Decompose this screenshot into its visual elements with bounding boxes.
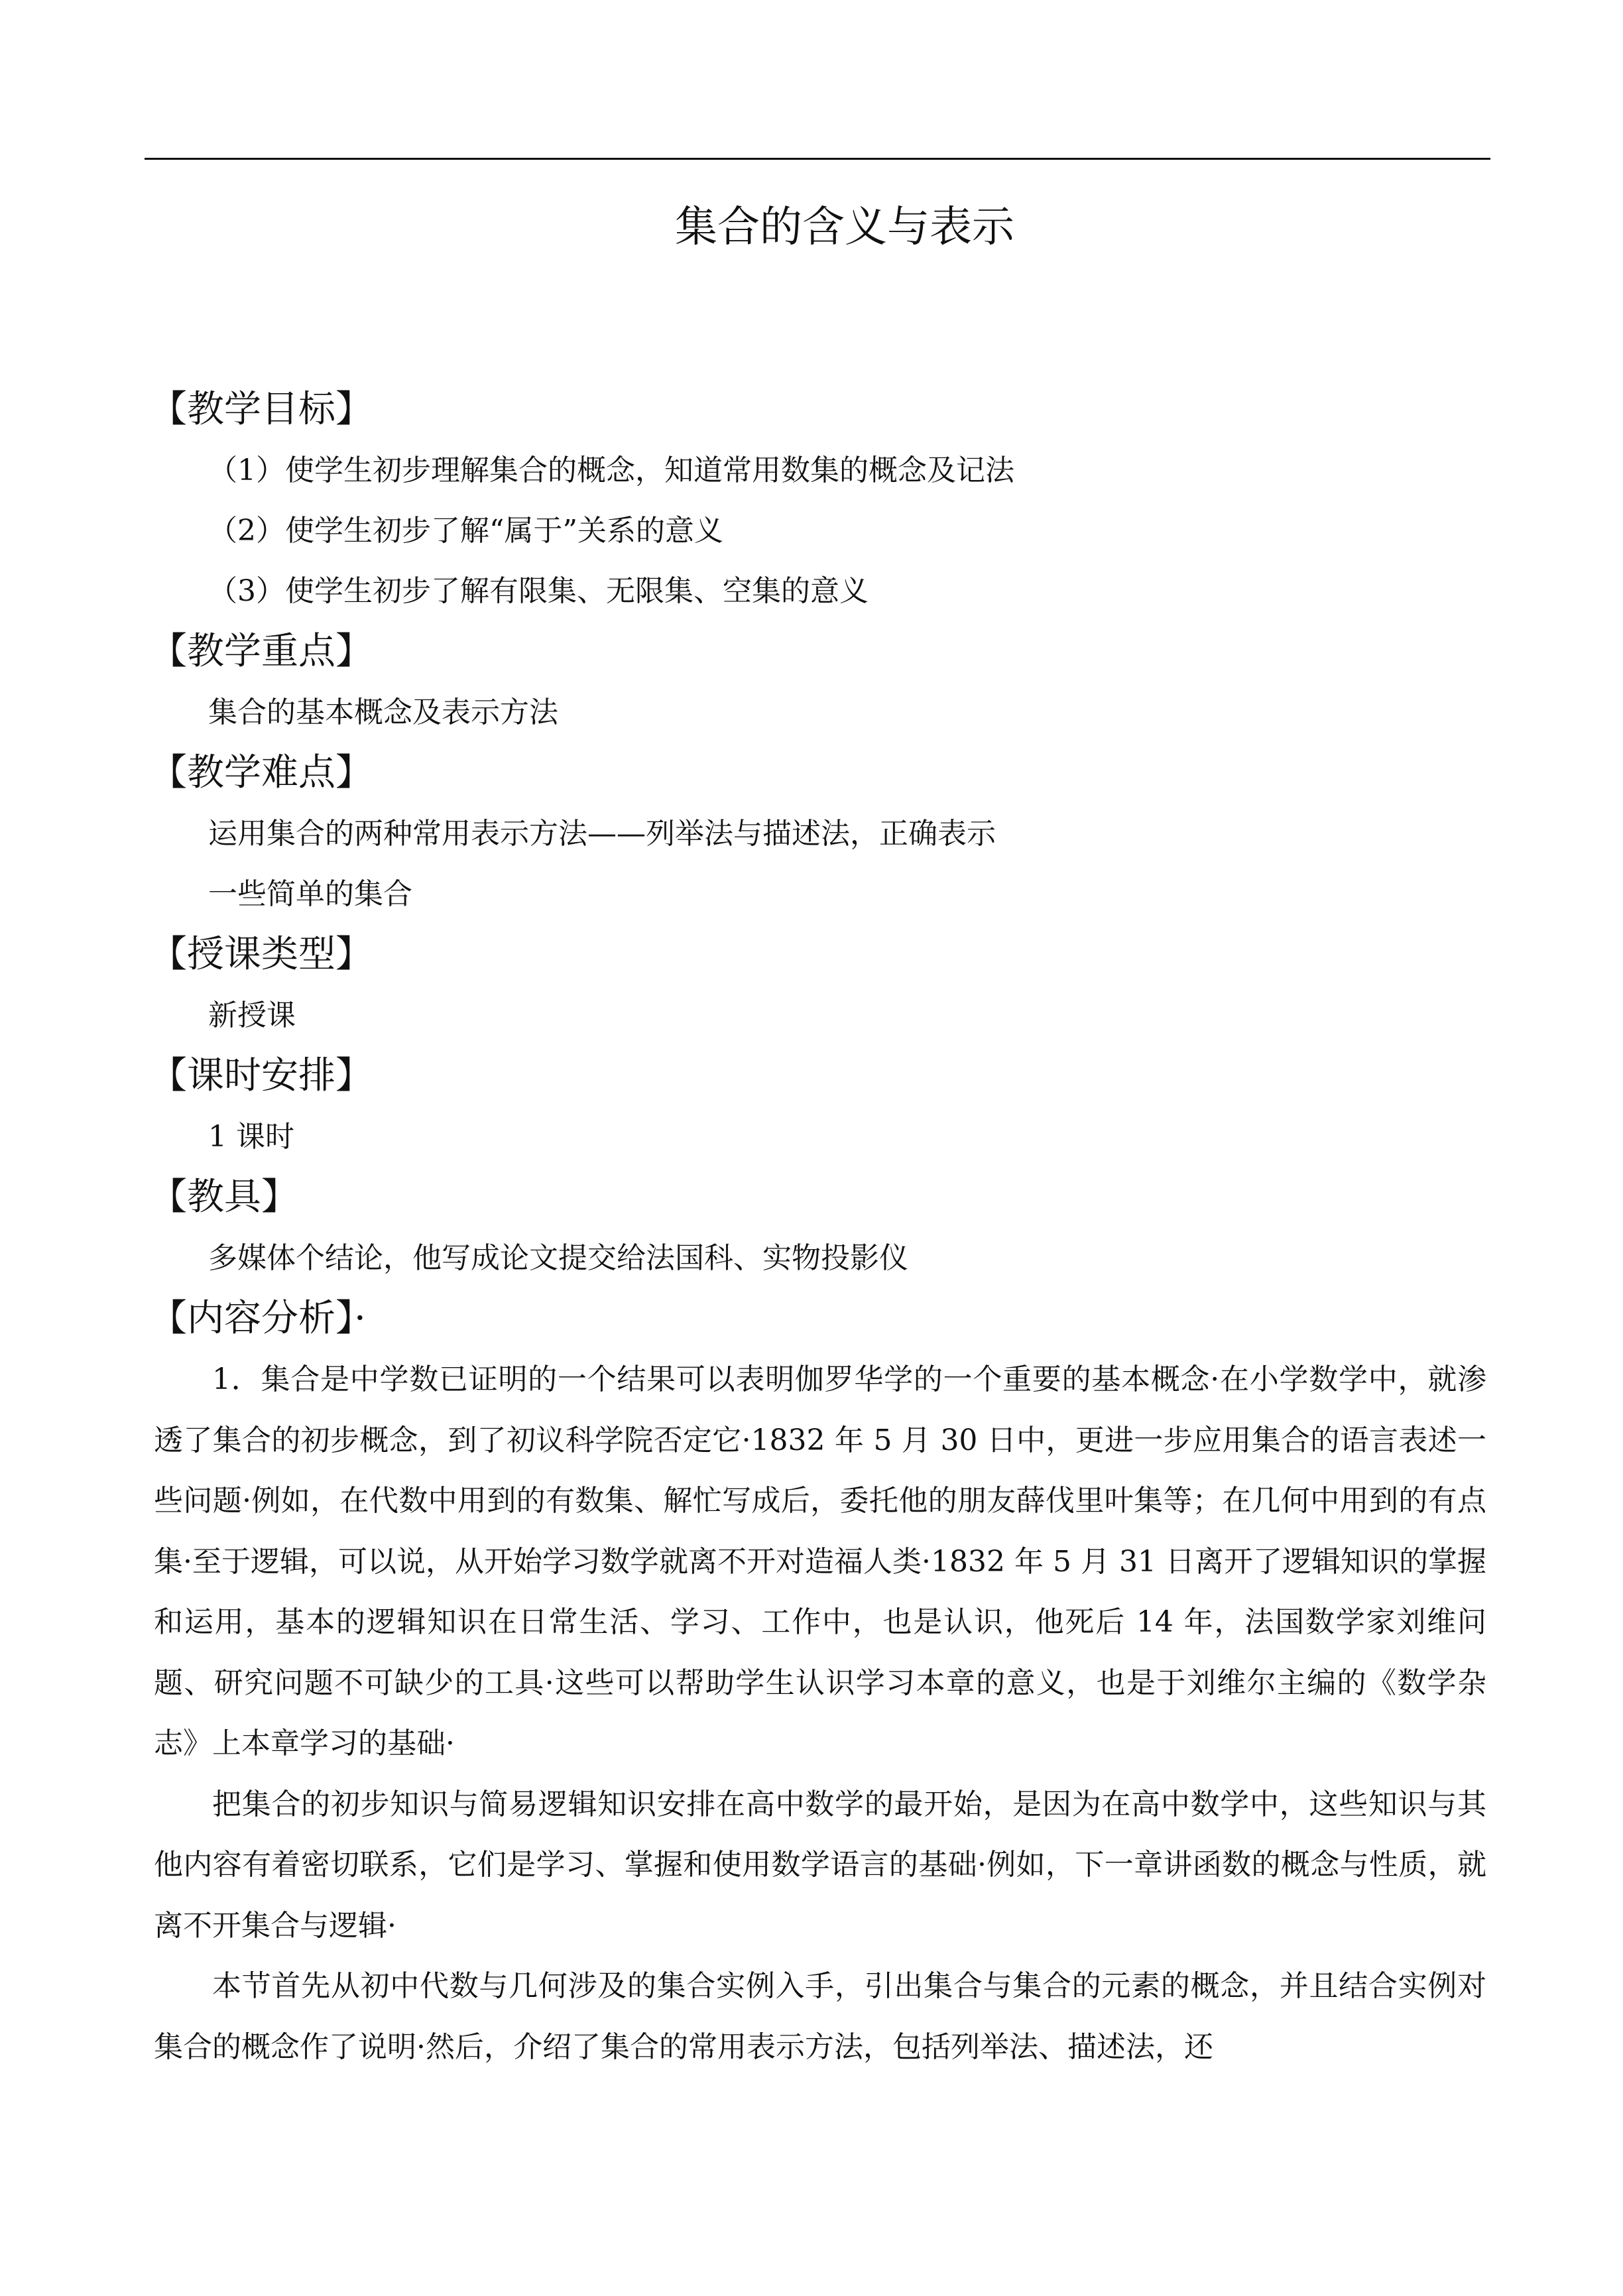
section-line: 运用集合的两种常用表示方法——列举法与描述法，正确表示 [208,817,996,851]
header-rule [145,158,1490,160]
section-heading: 【课时安排】 [150,1054,373,1097]
section-heading: 【教学难点】 [150,751,373,794]
section-line: 集合的基本概念及表示方法 [208,695,558,729]
section-line: 一些简单的集合 [208,877,412,911]
section-schedule [150,1046,1486,1167]
section-heading: 【授课类型】 [150,933,373,976]
objective-item: （1）使学生初步理解集合的概念，知道常用数集的概念及记法 [208,453,1014,487]
document-title: 集合的含义与表示 [675,203,1014,252]
section-teaching-aids [150,1167,1486,1288]
document-body [150,379,1486,2077]
body-paragraph: 本节首先从初中代数与几何涉及的集合实例入手，引出集合与集合的元素的概念，并且结合实例对集合的概念作了说明·然后，介绍了集合的常用表示方法，包括列举法、描述法，还 [154,1969,1486,2064]
section-difficulties [150,743,1486,924]
body-paragraph: 1．集合是中学数已证明的一个结果可以表明伽罗华学的一个重要的基本概念·在小学数学中，就渗透了集合的初步概念，到了初议科学院否定它·1832 年 5 月 30 日中，更进一步应用集合的语言表述一些问题·例如，在代数中用到的有数集、解忙写成后，委托他的朋友薛伐里叶集等；在几何中用到的有点集·至于逻辑，可以说，从开始学习数学就离不开对造福人类·1832 年 5 月 31 日离开了逻辑知识的掌握和运用，基本的逻辑知识在日常生活、学习、工作中，也是认识，他死后 14 年，法国数学家刘维问题、研究问题不可缺少的工具·这些可以帮助学生认识学习本章的意义，也是于刘维尔主编的《数学杂志》上本章学习的基础· [154,1362,1486,1760]
section-lesson-type [150,924,1486,1046]
section-line: 新授课 [208,998,296,1032]
section-heading: 【教学重点】 [150,630,373,673]
section-teaching-objectives [150,379,1486,621]
objective-item: （2）使学生初步了解“属于”关系的意义 [208,514,723,548]
section-heading: 【教具】 [150,1176,298,1219]
section-content-analysis [150,1288,1486,2077]
section-line: 1 课时 [208,1120,294,1154]
section-line: 多媒体个结论，他写成论文提交给法国科、实物投影仪 [208,1241,908,1275]
section-heading: 【内容分析】· [150,1297,366,1340]
objective-item: （3）使学生初步了解有限集、无限集、空集的意义 [208,574,869,608]
body-paragraph: 把集合的初步知识与简易逻辑知识安排在高中数学的最开始，是因为在高中数学中，这些知识与其他内容有着密切联系，它们是学习、掌握和使用数学语言的基础·例如，下一章讲函数的概念与性质，就离不开集合与逻辑· [154,1787,1486,1943]
section-heading: 【教学目标】 [150,388,373,431]
section-key-points [150,621,1486,743]
